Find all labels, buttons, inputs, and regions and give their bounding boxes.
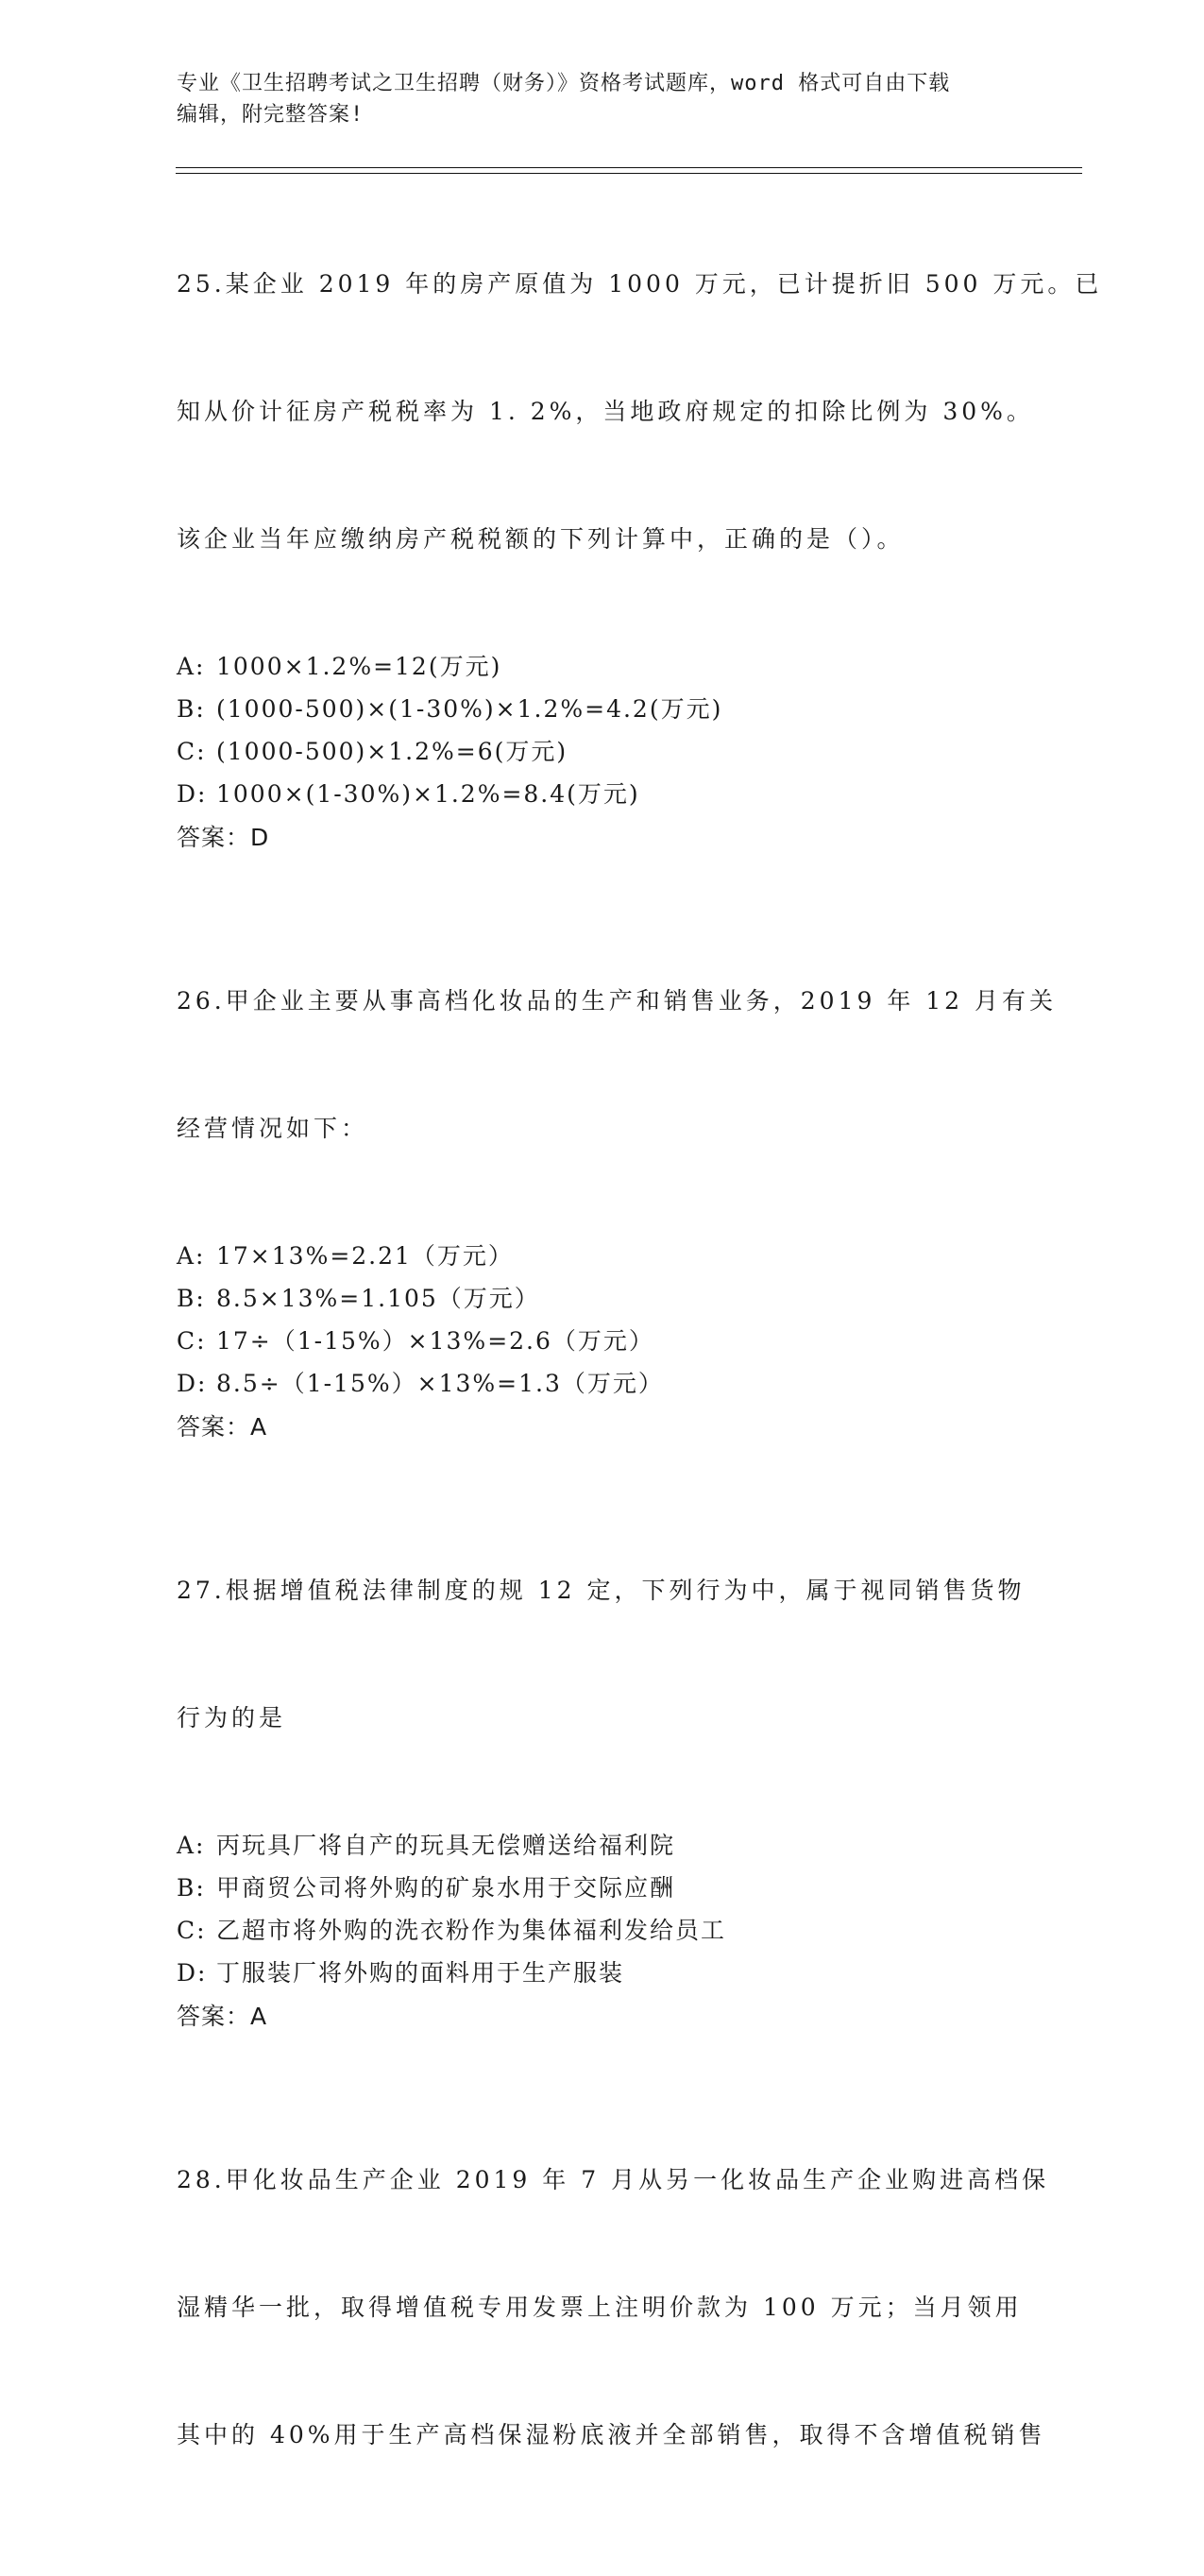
option-label: A: bbox=[177, 1242, 206, 1270]
stem-line: 该企业当年应缴纳房产税税额的下列计算中，正确的是（）。 bbox=[177, 525, 905, 553]
question-26 bbox=[177, 895, 1058, 1449]
stem-line: 27.根据增值税法律制度的规 12 定，下列行为中，属于视同销售货物 bbox=[177, 1577, 1026, 1604]
header-line-2: 编辑，附完整答案! bbox=[177, 103, 365, 127]
answer: 答案：D bbox=[177, 824, 270, 851]
stem-line: 26.甲企业主要从事高档化妆品的生产和销售业务，2019 年 12 月有关 bbox=[177, 987, 1058, 1015]
option-b bbox=[177, 1867, 1026, 1909]
option-text: 丁服装厂将外购的面料用于生产服装 bbox=[216, 1959, 625, 1987]
header-divider-bottom bbox=[176, 173, 1082, 174]
option-label: B: bbox=[177, 1874, 206, 1902]
option-text: 甲商贸公司将外购的矿泉水用于交际应酬 bbox=[216, 1874, 676, 1902]
question-stem bbox=[177, 895, 1058, 1235]
option-text: (1000-500)×(1-30%)×1.2%=4.2(万元) bbox=[216, 695, 723, 723]
option-d bbox=[177, 773, 1026, 815]
option-text: 8.5÷（1-15%）×13%=1.3（万元） bbox=[216, 1370, 664, 1397]
option-a bbox=[177, 1824, 1026, 1867]
option-label: C: bbox=[177, 1917, 207, 1944]
option-text: 1000×(1-30%)×1.2%=8.4(万元) bbox=[216, 780, 640, 808]
option-label: D: bbox=[177, 1370, 208, 1397]
option-text: 8.5×13%=1.105（万元） bbox=[216, 1285, 540, 1312]
option-label: A: bbox=[177, 653, 206, 680]
question-stem bbox=[177, 178, 1103, 645]
document-header bbox=[177, 68, 1026, 130]
option-label: C: bbox=[177, 738, 207, 765]
option-b bbox=[177, 1277, 1026, 1320]
header-divider-top bbox=[176, 167, 1082, 168]
option-text: 17÷（1-15%）×13%=2.6（万元） bbox=[216, 1327, 654, 1355]
option-label: B: bbox=[177, 1285, 206, 1312]
header-line-1: 专业《卫生招聘考试之卫生招聘（财务）》资格考试题库，word 格式可自由下载 bbox=[177, 72, 951, 95]
option-a bbox=[177, 645, 1026, 688]
stem-line: 28.甲化妆品生产企业 2019 年 7 月从另一化妆品生产企业购进高档保 bbox=[177, 2166, 1050, 2193]
option-a bbox=[177, 1235, 1026, 1277]
option-text: 丙玩具厂将自产的玩具无偿赠送给福利院 bbox=[216, 1832, 676, 1859]
option-d bbox=[177, 1362, 1026, 1405]
answer: 答案：A bbox=[177, 2003, 268, 2030]
option-label: B: bbox=[177, 695, 206, 723]
question-stem bbox=[177, 2073, 1050, 2541]
option-text: 乙超市将外购的洗衣粉作为集体福利发给员工 bbox=[216, 1917, 727, 1944]
stem-line: 湿精华一批，取得增值税专用发票上注明价款为 100 万元；当月领用 bbox=[177, 2294, 1023, 2321]
stem-line: 其中的 40%用于生产高档保湿粉底液并全部销售，取得不含增值税销售 bbox=[177, 2421, 1046, 2448]
option-b bbox=[177, 688, 1026, 730]
option-c bbox=[177, 1909, 1026, 1952]
answer: 答案：A bbox=[177, 1413, 268, 1441]
stem-line: 行为的是 bbox=[177, 1704, 287, 1732]
option-text: 1000×1.2%=12(万元) bbox=[216, 653, 502, 680]
option-d bbox=[177, 1952, 1026, 1994]
question-stem bbox=[177, 1484, 1026, 1824]
option-label: D: bbox=[177, 1959, 208, 1987]
stem-line: 知从价计征房产税税率为 1. 2%，当地政府规定的扣除比例为 30%。 bbox=[177, 398, 1034, 425]
question-27 bbox=[177, 1484, 1026, 2039]
question-28 bbox=[177, 2073, 1050, 2541]
option-text: (1000-500)×1.2%=6(万元) bbox=[216, 738, 568, 765]
option-c bbox=[177, 1320, 1026, 1362]
option-label: A: bbox=[177, 1832, 206, 1859]
option-c bbox=[177, 730, 1026, 773]
stem-line: 经营情况如下： bbox=[177, 1115, 369, 1142]
question-25 bbox=[177, 178, 1103, 860]
option-label: C: bbox=[177, 1327, 207, 1355]
option-text: 17×13%=2.21（万元） bbox=[216, 1242, 514, 1270]
question-list bbox=[177, 178, 1103, 2576]
stem-line: 25.某企业 2019 年的房产原值为 1000 万元，已计提折旧 500 万元。已 bbox=[177, 270, 1103, 298]
option-label: D: bbox=[177, 780, 208, 808]
